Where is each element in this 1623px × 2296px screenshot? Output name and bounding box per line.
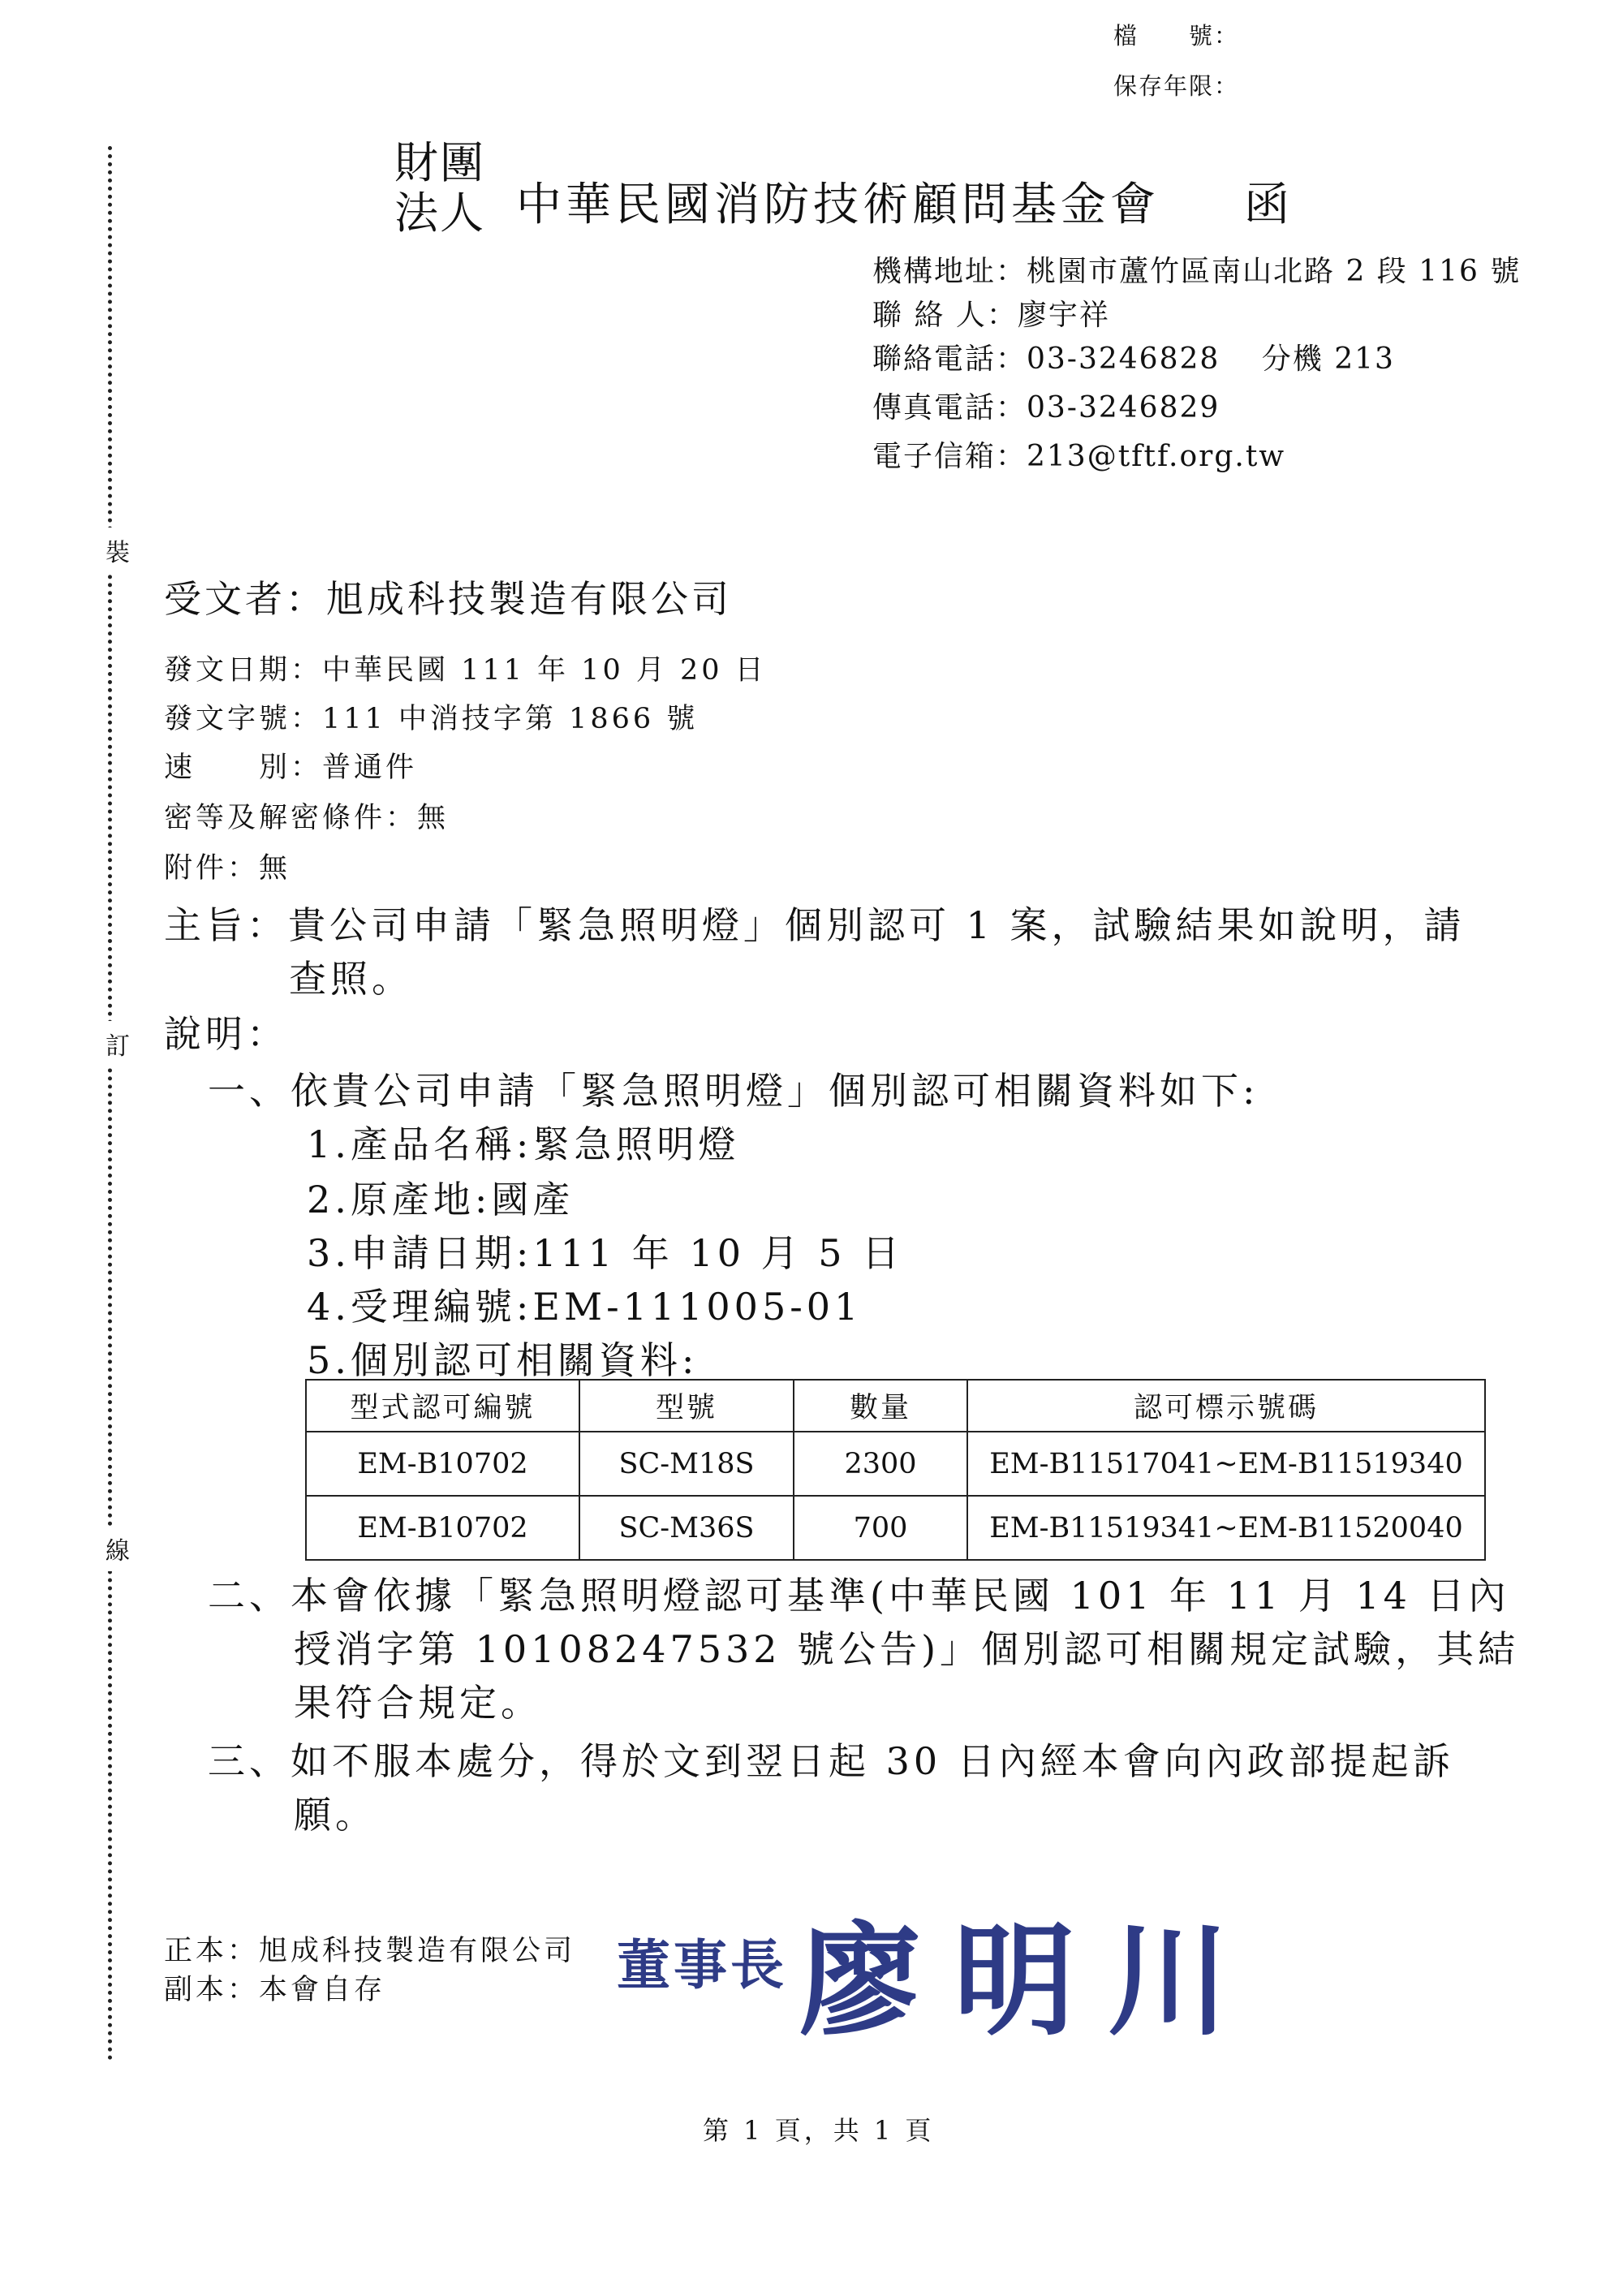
cell-quantity: 2300 <box>794 1432 967 1496</box>
org-type-line1: 財團 <box>394 137 485 188</box>
original-copy: 正本：旭成科技製造有限公司 <box>164 1935 576 1967</box>
duplicate-copy: 副本：本會自存 <box>164 1974 386 2006</box>
contact-email: 電子信箱：213@tftf.org.tw <box>872 440 1286 473</box>
cell-quantity: 700 <box>794 1496 967 1560</box>
organization-name: 中華民國消防技術顧問基金會 <box>516 179 1160 231</box>
explanation-label: 說明： <box>164 1012 288 1056</box>
detail-product-name: 1.產品名稱:緊急照明燈 <box>307 1122 740 1166</box>
cell-type-approval-number: EM-B10702 <box>306 1496 579 1560</box>
contact-fax: 傳真電話：03-3246829 <box>872 391 1220 424</box>
org-type-line2: 法人 <box>394 187 485 239</box>
cell-approval-mark-number: EM-B11519341~EM-B11520040 <box>967 1496 1485 1560</box>
col-model: 型號 <box>579 1380 794 1432</box>
approval-table <box>305 1379 1486 1561</box>
detail-application-date: 3.申請日期:111 年 10 月 5 日 <box>307 1231 904 1275</box>
table-header-row <box>306 1380 1485 1432</box>
explanation-item-2-line-2: 授消字第 10108247532 號公告)」個別認可相關規定試驗，其結 <box>294 1627 1520 1671</box>
explanation-item-1: 一、依貴公司申請「緊急照明燈」個別認可相關資料如下: <box>208 1069 1259 1113</box>
document-type: 函 <box>1244 179 1289 231</box>
explanation-item-3-line-1: 三、如不服本處分，得於文到翌日起 30 日內經本會向內政部提起訴 <box>208 1739 1454 1783</box>
signature-title: 董事長 <box>617 1933 787 1997</box>
col-approval-mark-number: 認可標示號碼 <box>967 1380 1485 1432</box>
table-row <box>306 1496 1485 1560</box>
page-number: 第 1 頁，共 1 頁 <box>703 2115 935 2146</box>
cell-model: SC-M18S <box>579 1432 794 1496</box>
attachment: 附件：無 <box>164 852 291 885</box>
org-type <box>394 138 485 239</box>
secrecy-level: 密等及解密條件：無 <box>164 802 450 834</box>
delivery-speed: 速 別：普通件 <box>164 752 418 784</box>
recipient: 受文者：旭成科技製造有限公司 <box>164 577 732 621</box>
cell-model: SC-M36S <box>579 1496 794 1560</box>
binding-mark-xian: 線 <box>105 1526 130 1571</box>
cell-approval-mark-number: EM-B11517041~EM-B11519340 <box>967 1432 1485 1496</box>
binding-mark-zhuang: 裝 <box>105 528 130 573</box>
retention-period-label: 保存年限： <box>1113 72 1240 100</box>
subject-line-2: 查照。 <box>289 957 413 1001</box>
detail-approval-data-label: 5.個別認可相關資料: <box>307 1338 699 1382</box>
explanation-item-2-line-1: 二、本會依據「緊急照明燈認可基準(中華民國 101 年 11 月 14 日內 <box>208 1574 1510 1618</box>
issue-date: 發文日期：中華民國 111 年 10 月 20 日 <box>164 654 767 687</box>
binding-line <box>108 146 112 2061</box>
subject-line-1: 主旨：貴公司申請「緊急照明燈」個別認可 1 案，試驗結果如說明，請 <box>164 903 1466 947</box>
detail-origin: 2.原產地:國產 <box>307 1178 575 1221</box>
explanation-item-3-line-2: 願。 <box>294 1793 377 1837</box>
cell-type-approval-number: EM-B10702 <box>306 1432 579 1496</box>
detail-acceptance-number: 4.受理編號:EM-111005-01 <box>307 1285 863 1329</box>
col-type-approval-number: 型式認可編號 <box>306 1380 579 1432</box>
table-row <box>306 1432 1485 1496</box>
signature-name: 廖明川 <box>799 1910 1263 2053</box>
binding-mark-ding: 訂 <box>105 1021 130 1066</box>
col-quantity: 數量 <box>794 1380 967 1432</box>
contact-phone: 聯絡電話：03-3246828 分機 213 <box>872 342 1395 376</box>
contact-person: 聯 絡 人：廖宇祥 <box>872 299 1110 332</box>
file-number-label: 檔 號： <box>1113 22 1240 50</box>
contact-address: 機構地址：桃園市蘆竹區南山北路 2 段 116 號 <box>872 255 1522 288</box>
document-number: 發文字號：111 中消技字第 1866 號 <box>164 703 699 735</box>
explanation-item-2-line-3: 果符合規定。 <box>294 1681 542 1725</box>
